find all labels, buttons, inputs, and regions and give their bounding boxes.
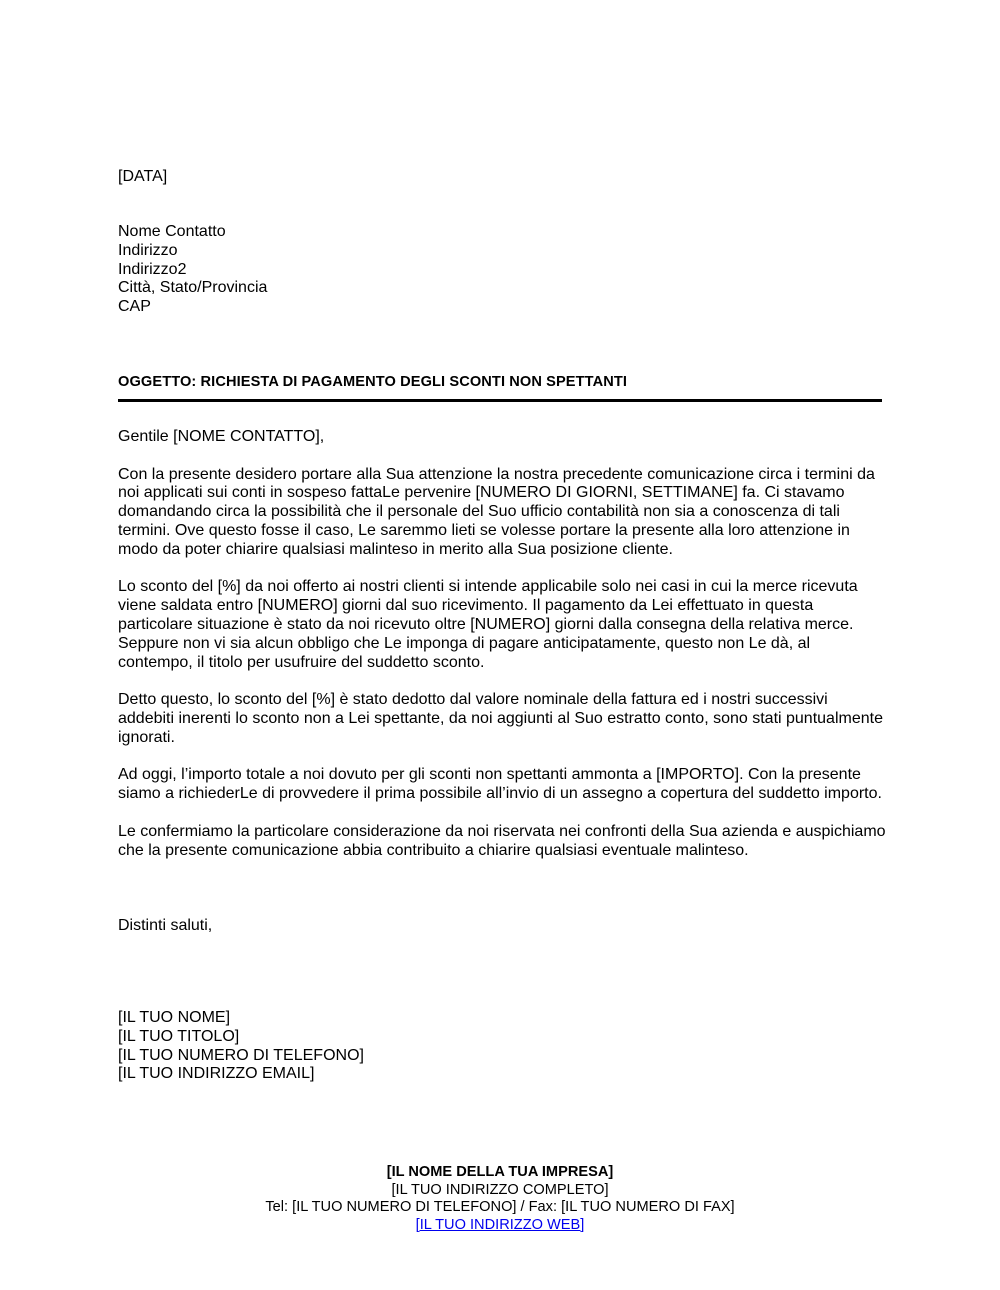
signature-name: [IL TUO NOME] xyxy=(118,1009,231,1026)
footer-contacts: Tel: [IL TUO NUMERO DI TELEFONO] / Fax: [IL TUO NUMERO DI FAX] xyxy=(265,1199,735,1216)
signature-block xyxy=(118,1009,364,1084)
recipient-postal-code: CAP xyxy=(118,298,151,316)
body-paragraph: Con la presente desidero portare alla Sua attenzione la nostra precedente comunicazione circa i termini da noi applicati sui conti in sospeso fattaLe pervenire [NUMERO DI GIORNI, SETTIMANE] fa. Ci stavamo domandando circa la possibilità che il personale del Suo ufficio contabilità non sia a conoscenza di tali termini. Ove questo fosse il caso, Le saremmo lieti se volesse portare la presente alla loro attenzione in modo da poter chiarire qualsiasi malinteso in merito alla Sua posizione cliente. xyxy=(118,465,875,558)
letter-body xyxy=(118,428,888,879)
body-paragraph: Le confermiamo la particolare considerazione da noi riservata nei confronti della Sua azienda e auspichiamo che la presente comunicazione abbia contribuito a chiarire qualsiasi eventuale malinteso. xyxy=(118,822,886,859)
recipient-address-line-1: Indirizzo xyxy=(118,241,178,259)
letterhead-footer xyxy=(0,1164,1000,1234)
signature-phone: [IL TUO NUMERO DI TELEFONO] xyxy=(118,1046,364,1064)
footer-address: [IL TUO INDIRIZZO COMPLETO] xyxy=(391,1181,609,1198)
letter-date: [DATA] xyxy=(118,168,168,185)
body-paragraph: Ad oggi, l’importo totale a noi dovuto per gli sconti non spettanti ammonta a [IMPORTO]. Con la presente siamo a richiederLe di provvedere il prima possibile all’invio di un assegno a copertura del suddetto importo. xyxy=(118,766,882,803)
footer-web-link[interactable]: [IL TUO INDIRIZZO WEB] xyxy=(415,1216,585,1233)
signature-title: [IL TUO TITOLO] xyxy=(118,1027,240,1045)
signature-email: [IL TUO INDIRIZZO EMAIL] xyxy=(118,1065,315,1083)
body-paragraph: Detto questo, lo sconto del [%] è stato dedotto dal valore nominale della fattura ed i nostri successivi addebiti inerenti lo sconto non a Lei spettante, da noi aggiunti al Suo estratto conto, sono stati puntualmente ignorati. xyxy=(118,691,883,746)
recipient-name: Nome Contatto xyxy=(118,223,226,240)
footer-company-name: [IL NOME DELLA TUA IMPRESA] xyxy=(386,1164,614,1180)
recipient-city-state: Città, Stato/Provincia xyxy=(118,279,268,297)
recipient-address-line-2: Indirizzo2 xyxy=(118,260,187,278)
recipient-address-block xyxy=(118,223,267,317)
body-paragraph: Lo sconto del [%] da noi offerto ai nostri clienti si intende applicabile solo nei casi in cui la merce ricevuta viene saldata entro [NUMERO] giorni dal suo ricevimento. Il pagamento da Lei effettuato in questa particolare situazione è stato da noi ricevuto oltre [NUMERO] giorni dalla consegna della relativa merce. Seppure non vi sia alcun obbligo che Le imponga di pagare anticipatamente, questo non Le dà, al contempo, il titolo per usufruire del suddetto sconto. xyxy=(118,578,858,671)
letter-closing: Distinti saluti, xyxy=(118,917,213,934)
salutation: Gentile [NOME CONTATTO], xyxy=(118,428,325,445)
letter-subject: OGGETTO: RICHIESTA DI PAGAMENTO DEGLI SCONTI NON SPETTANTI xyxy=(118,373,882,402)
